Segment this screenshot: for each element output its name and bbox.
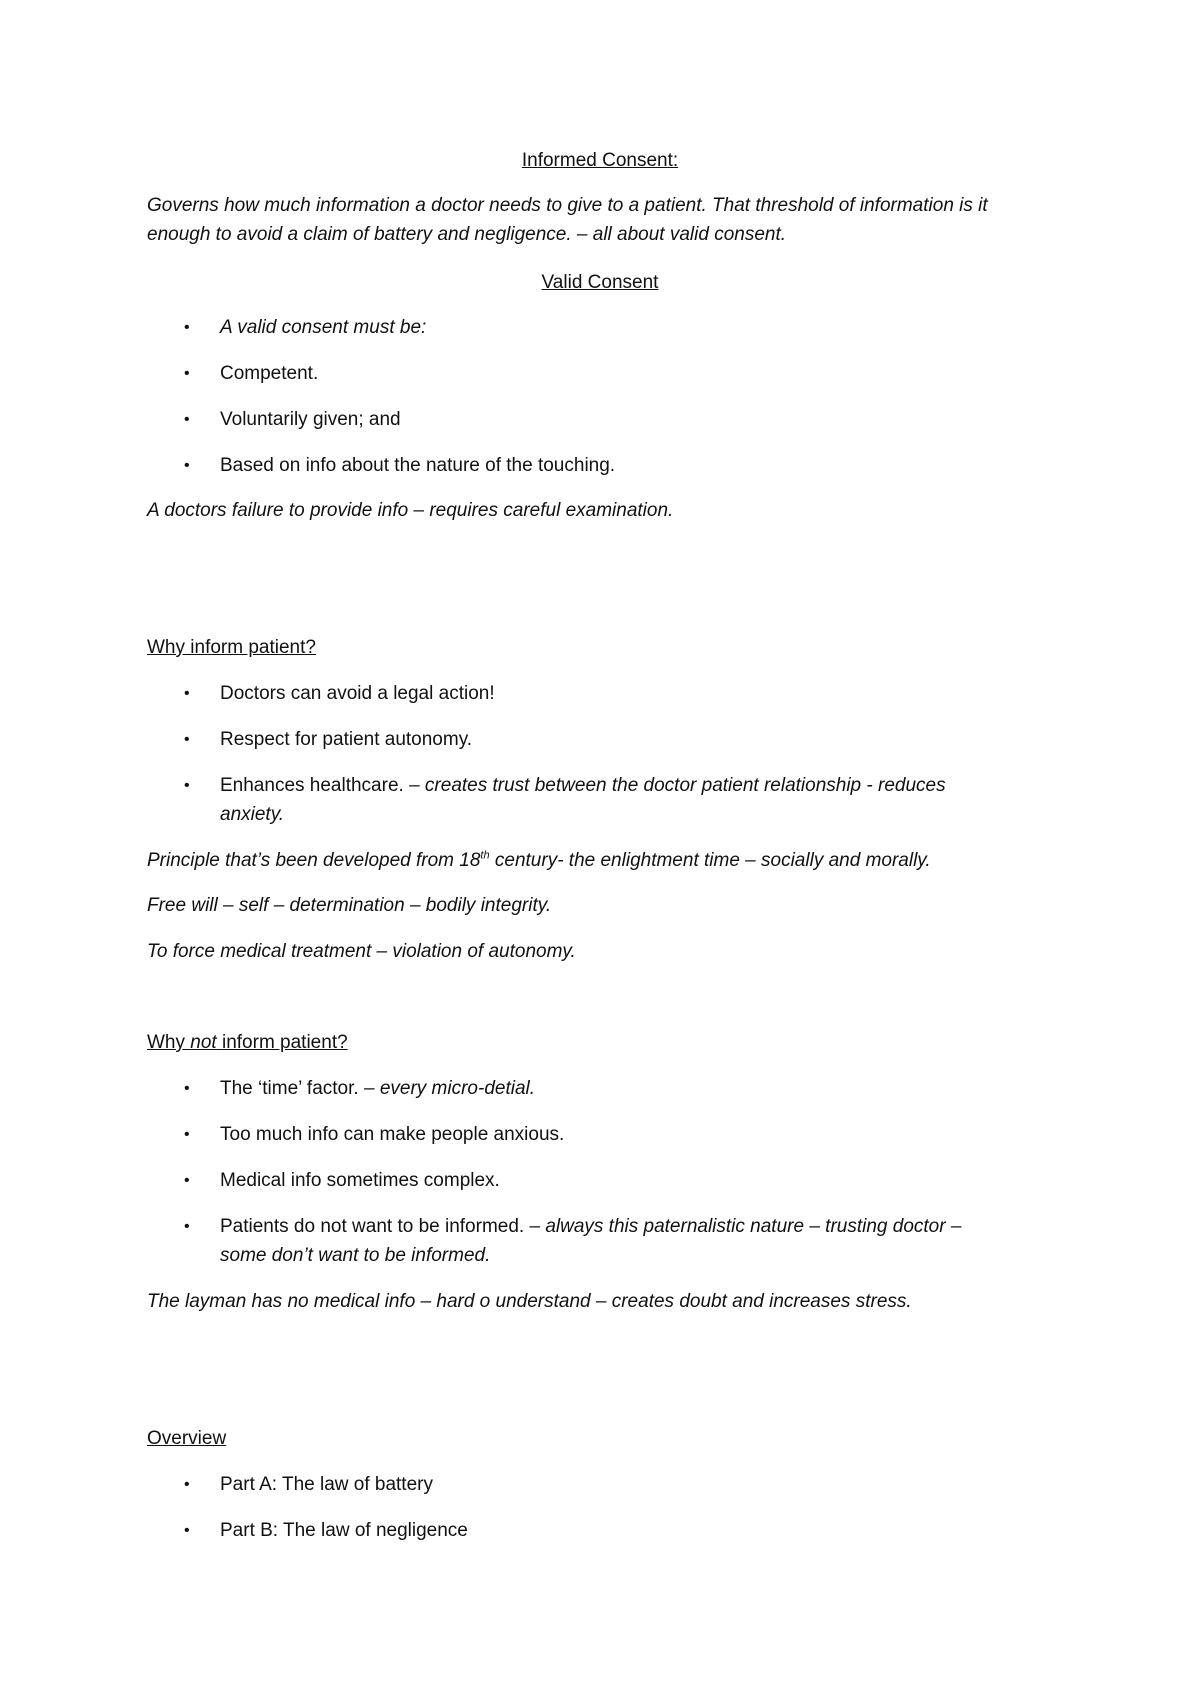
list-item-italic-text: – creates trust between the doctor patient relationship - reduces <box>409 775 946 796</box>
list-item-italic-text: – every micro-detial. <box>363 1078 536 1099</box>
list-item <box>147 359 1077 388</box>
list-item <box>147 771 1077 800</box>
list-item <box>147 1074 1077 1103</box>
list-item-text: A valid consent must be: <box>220 317 427 338</box>
list-item <box>147 1120 1077 1149</box>
list-item <box>147 1166 1077 1195</box>
title-part-italic: not <box>190 1032 217 1053</box>
principle-text-end: century- the enlightment time – socially and morally. <box>489 850 931 871</box>
list-item <box>147 1470 1077 1499</box>
bullet-icon: • <box>184 777 190 794</box>
intro-line-2: enough to avoid a claim of battery and negligence. – all about valid consent. <box>147 224 787 245</box>
list-item <box>147 1212 1077 1241</box>
free-will-text: Free will – self – determination – bodily integrity. <box>147 895 552 916</box>
list-item-text <box>220 1212 1070 1241</box>
bullet-icon: • <box>184 411 190 428</box>
list-item <box>147 451 1077 480</box>
force-treatment-text: To force medical treatment – violation of autonomy. <box>147 941 576 962</box>
bullet-icon: • <box>184 365 190 382</box>
list-item <box>147 313 1077 342</box>
list-item <box>147 679 1077 708</box>
list-item-text: Based on info about the nature of the touching. <box>220 455 616 476</box>
list-item-italic-text: some don’t want to be informed. <box>220 1245 491 1266</box>
section-title-why-not-inform <box>147 1028 1077 1057</box>
section-title-valid-consent: Valid Consent <box>541 272 659 293</box>
principle-superscript: th <box>480 849 490 862</box>
bullet-icon: • <box>184 1080 190 1097</box>
list-item-text <box>220 771 1070 800</box>
list-item-text: Competent. <box>220 363 319 384</box>
intro-line-1: Governs how much information a doctor needs to give to a patient. That threshold of information is it <box>147 195 988 216</box>
bullet-icon: • <box>184 1522 190 1539</box>
bullet-icon: • <box>184 731 190 748</box>
list-item-text: Too much info can make people anxious. <box>220 1124 565 1145</box>
list-item-plain-text: Patients do not want to be informed. <box>220 1216 530 1237</box>
principle-text-start: Principle that’s been developed from 18 <box>147 850 481 871</box>
list-item <box>147 1516 1077 1545</box>
list-item-italic-text: anxiety. <box>220 804 285 825</box>
bullet-icon: • <box>184 685 190 702</box>
list-item-continuation <box>147 800 1077 829</box>
bullet-icon: • <box>184 1476 190 1493</box>
section-title-overview: Overview <box>147 1428 227 1449</box>
title-part: Why <box>147 1032 191 1053</box>
list-item-plain-text: The ‘time’ factor. <box>220 1078 364 1099</box>
layman-text: The layman has no medical info – hard o understand – creates doubt and increases stress. <box>147 1291 912 1312</box>
valid-consent-note: A doctors failure to provide info – requires careful examination. <box>147 500 674 521</box>
bullet-icon: • <box>184 1126 190 1143</box>
bullet-icon: • <box>184 1172 190 1189</box>
list-item-text: Part B: The law of negligence <box>220 1520 468 1541</box>
list-item-text: Part A: The law of battery <box>220 1474 433 1495</box>
list-item <box>147 725 1077 754</box>
list-item-plain-text: Enhances healthcare. <box>220 775 410 796</box>
list-item-text: Respect for patient autonomy. <box>220 729 473 750</box>
list-item-italic-text: – always this paternalistic nature – trusting doctor – <box>529 1216 962 1237</box>
list-item-continuation <box>147 1241 1077 1270</box>
list-item-text: Doctors can avoid a legal action! <box>220 683 495 704</box>
title-part: inform patient? <box>216 1032 348 1053</box>
bullet-icon: • <box>184 457 190 474</box>
list-item-text: Medical info sometimes complex. <box>220 1170 500 1191</box>
bullet-icon: • <box>184 319 190 336</box>
bullet-icon: • <box>184 1218 190 1235</box>
list-item-text: Voluntarily given; and <box>220 409 401 430</box>
section-title-why-inform: Why inform patient? <box>147 637 316 658</box>
list-item <box>147 405 1077 434</box>
page-title: Informed Consent: <box>521 150 679 171</box>
principle-text <box>147 846 1077 875</box>
list-item-text <box>220 1074 1070 1103</box>
